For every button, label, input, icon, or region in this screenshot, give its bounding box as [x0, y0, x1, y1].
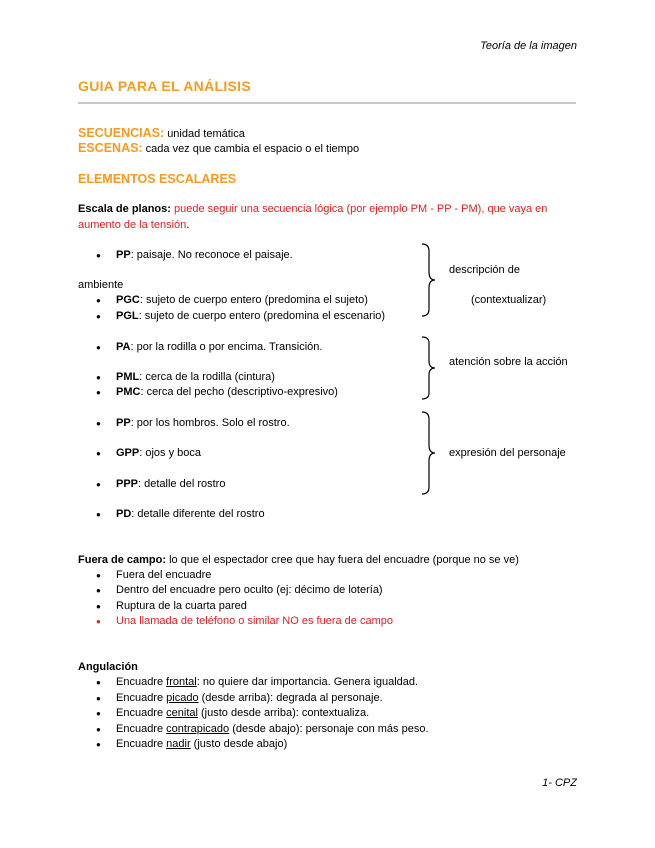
list-item — [96, 310, 385, 322]
list-item-warning — [96, 615, 393, 627]
fuera-de-campo-definition — [78, 554, 519, 566]
plan-text: : cerca del pecho (descriptivo-expresivo) — [140, 386, 338, 398]
list-item — [96, 294, 368, 306]
plan-text: : detalle del rostro — [138, 478, 226, 490]
list-item — [96, 371, 275, 383]
plan-abbr: PMC — [116, 386, 141, 398]
page-title: GUIA PARA EL ANÁLISIS — [78, 78, 252, 94]
plan-text: : sujeto de cuerpo entero (predomina el escenario) — [138, 310, 386, 322]
list-item — [96, 738, 287, 750]
item-term: contrapicado — [166, 723, 230, 735]
page-footer: 1- CPZ — [542, 777, 577, 789]
curly-brace-icon — [420, 411, 436, 495]
list-item — [96, 249, 293, 261]
list-item — [96, 692, 383, 704]
scale-description-end: . — [186, 219, 190, 231]
item-term: frontal — [166, 676, 197, 688]
page-header: Teoría de la imagen — [480, 40, 577, 52]
item-term: nadir — [166, 738, 191, 750]
list-item-text: Una llamada de teléfono o similar NO es fuera de campo — [116, 615, 393, 627]
section-heading-escalares: ELEMENTOS ESCALARES — [78, 172, 237, 186]
title-divider — [78, 102, 576, 104]
group-note: descripción de — [449, 264, 520, 276]
item-suffix: (justo desde abajo) — [190, 738, 288, 750]
plan-text: : ojos y boca — [139, 447, 201, 459]
group-note: atención sobre la acción — [449, 356, 568, 368]
plan-abbr: PA — [116, 341, 131, 353]
plan-abbr: PGL — [116, 310, 139, 322]
list-item — [96, 676, 418, 688]
plan-text: : paisaje. No reconoce el paisaje. — [130, 249, 293, 261]
item-prefix: Encuadre — [116, 692, 167, 704]
list-item — [96, 569, 211, 581]
scale-description: puede seguir una secuencia lógica (por ejemplo PM - PP - PM), que vaya en — [174, 203, 548, 215]
list-item — [96, 478, 225, 490]
scale-paragraph-line1 — [78, 203, 547, 215]
definition-secuencias — [78, 126, 245, 140]
definition-term: ESCENAS: — [78, 141, 143, 155]
list-item — [96, 707, 369, 719]
list-item — [96, 417, 290, 429]
item-prefix: Encuadre — [116, 723, 167, 735]
item-prefix: Encuadre — [116, 738, 167, 750]
item-term: cenital — [166, 707, 198, 719]
plan-text: : por la rodilla o por encima. Transición. — [130, 341, 323, 353]
definition-escenas — [78, 141, 359, 155]
item-suffix: (desde arriba): degrada al personaje. — [198, 692, 383, 704]
plan-abbr: PP — [116, 249, 131, 261]
list-item — [96, 584, 383, 596]
curly-brace-icon — [420, 336, 436, 400]
list-item — [96, 386, 338, 398]
scale-description-cont: aumento de la tensión — [78, 219, 187, 231]
item-term: picado — [166, 692, 199, 704]
item-suffix: : no quiere dar importancia. Genera igualdad. — [196, 676, 419, 688]
fuera-de-campo-label: Fuera de campo: — [78, 554, 167, 566]
list-item — [96, 723, 429, 735]
plan-abbr: PGC — [116, 294, 140, 306]
scale-paragraph-line2 — [78, 219, 189, 231]
item-suffix: (desde abajo): personaje con más peso. — [229, 723, 429, 735]
list-item-text: Ruptura de la cuarta pared — [116, 600, 247, 612]
definition-term: SECUENCIAS: — [78, 126, 165, 140]
plan-text: : sujeto de cuerpo entero (predomina el sujeto) — [139, 294, 368, 306]
group-note-cont: (contextualizar) — [471, 294, 547, 306]
curly-brace-icon — [420, 243, 436, 317]
item-prefix: Encuadre — [116, 676, 167, 688]
plan-abbr: PPP — [116, 478, 139, 490]
list-item — [96, 447, 201, 459]
plan-abbr: PML — [116, 371, 140, 383]
definition-text: unidad temática — [167, 128, 245, 140]
scale-label: Escala de planos: — [78, 203, 171, 215]
plan-abbr: PP — [116, 417, 131, 429]
section-heading-angulacion: Angulación — [78, 661, 138, 673]
list-item-text: Dentro del encuadre pero oculto (ej: décimo de lotería) — [116, 584, 383, 596]
group-note: expresión del personaje — [449, 447, 566, 459]
plan-text: : detalle diferente del rostro — [131, 508, 265, 520]
definition-text: cada vez que cambia el espacio o el tiempo — [145, 143, 360, 155]
list-item — [96, 341, 322, 353]
item-suffix: (justo desde arriba): contextualiza. — [197, 707, 370, 719]
item-prefix: Encuadre — [116, 707, 167, 719]
plan-abbr: PD — [116, 508, 132, 520]
list-item — [96, 600, 247, 612]
plan-text: : cerca de la rodilla (cintura) — [139, 371, 275, 383]
fuera-de-campo-text: lo que el espectador cree que hay fuera del encuadre (porque no se ve) — [166, 554, 519, 566]
list-item — [96, 508, 265, 520]
plan-text: : por los hombros. Solo el rostro. — [130, 417, 290, 429]
list-item-continuation: ambiente — [78, 279, 124, 291]
list-item-text: Fuera del encuadre — [116, 569, 212, 581]
plan-abbr: GPP — [116, 447, 140, 459]
